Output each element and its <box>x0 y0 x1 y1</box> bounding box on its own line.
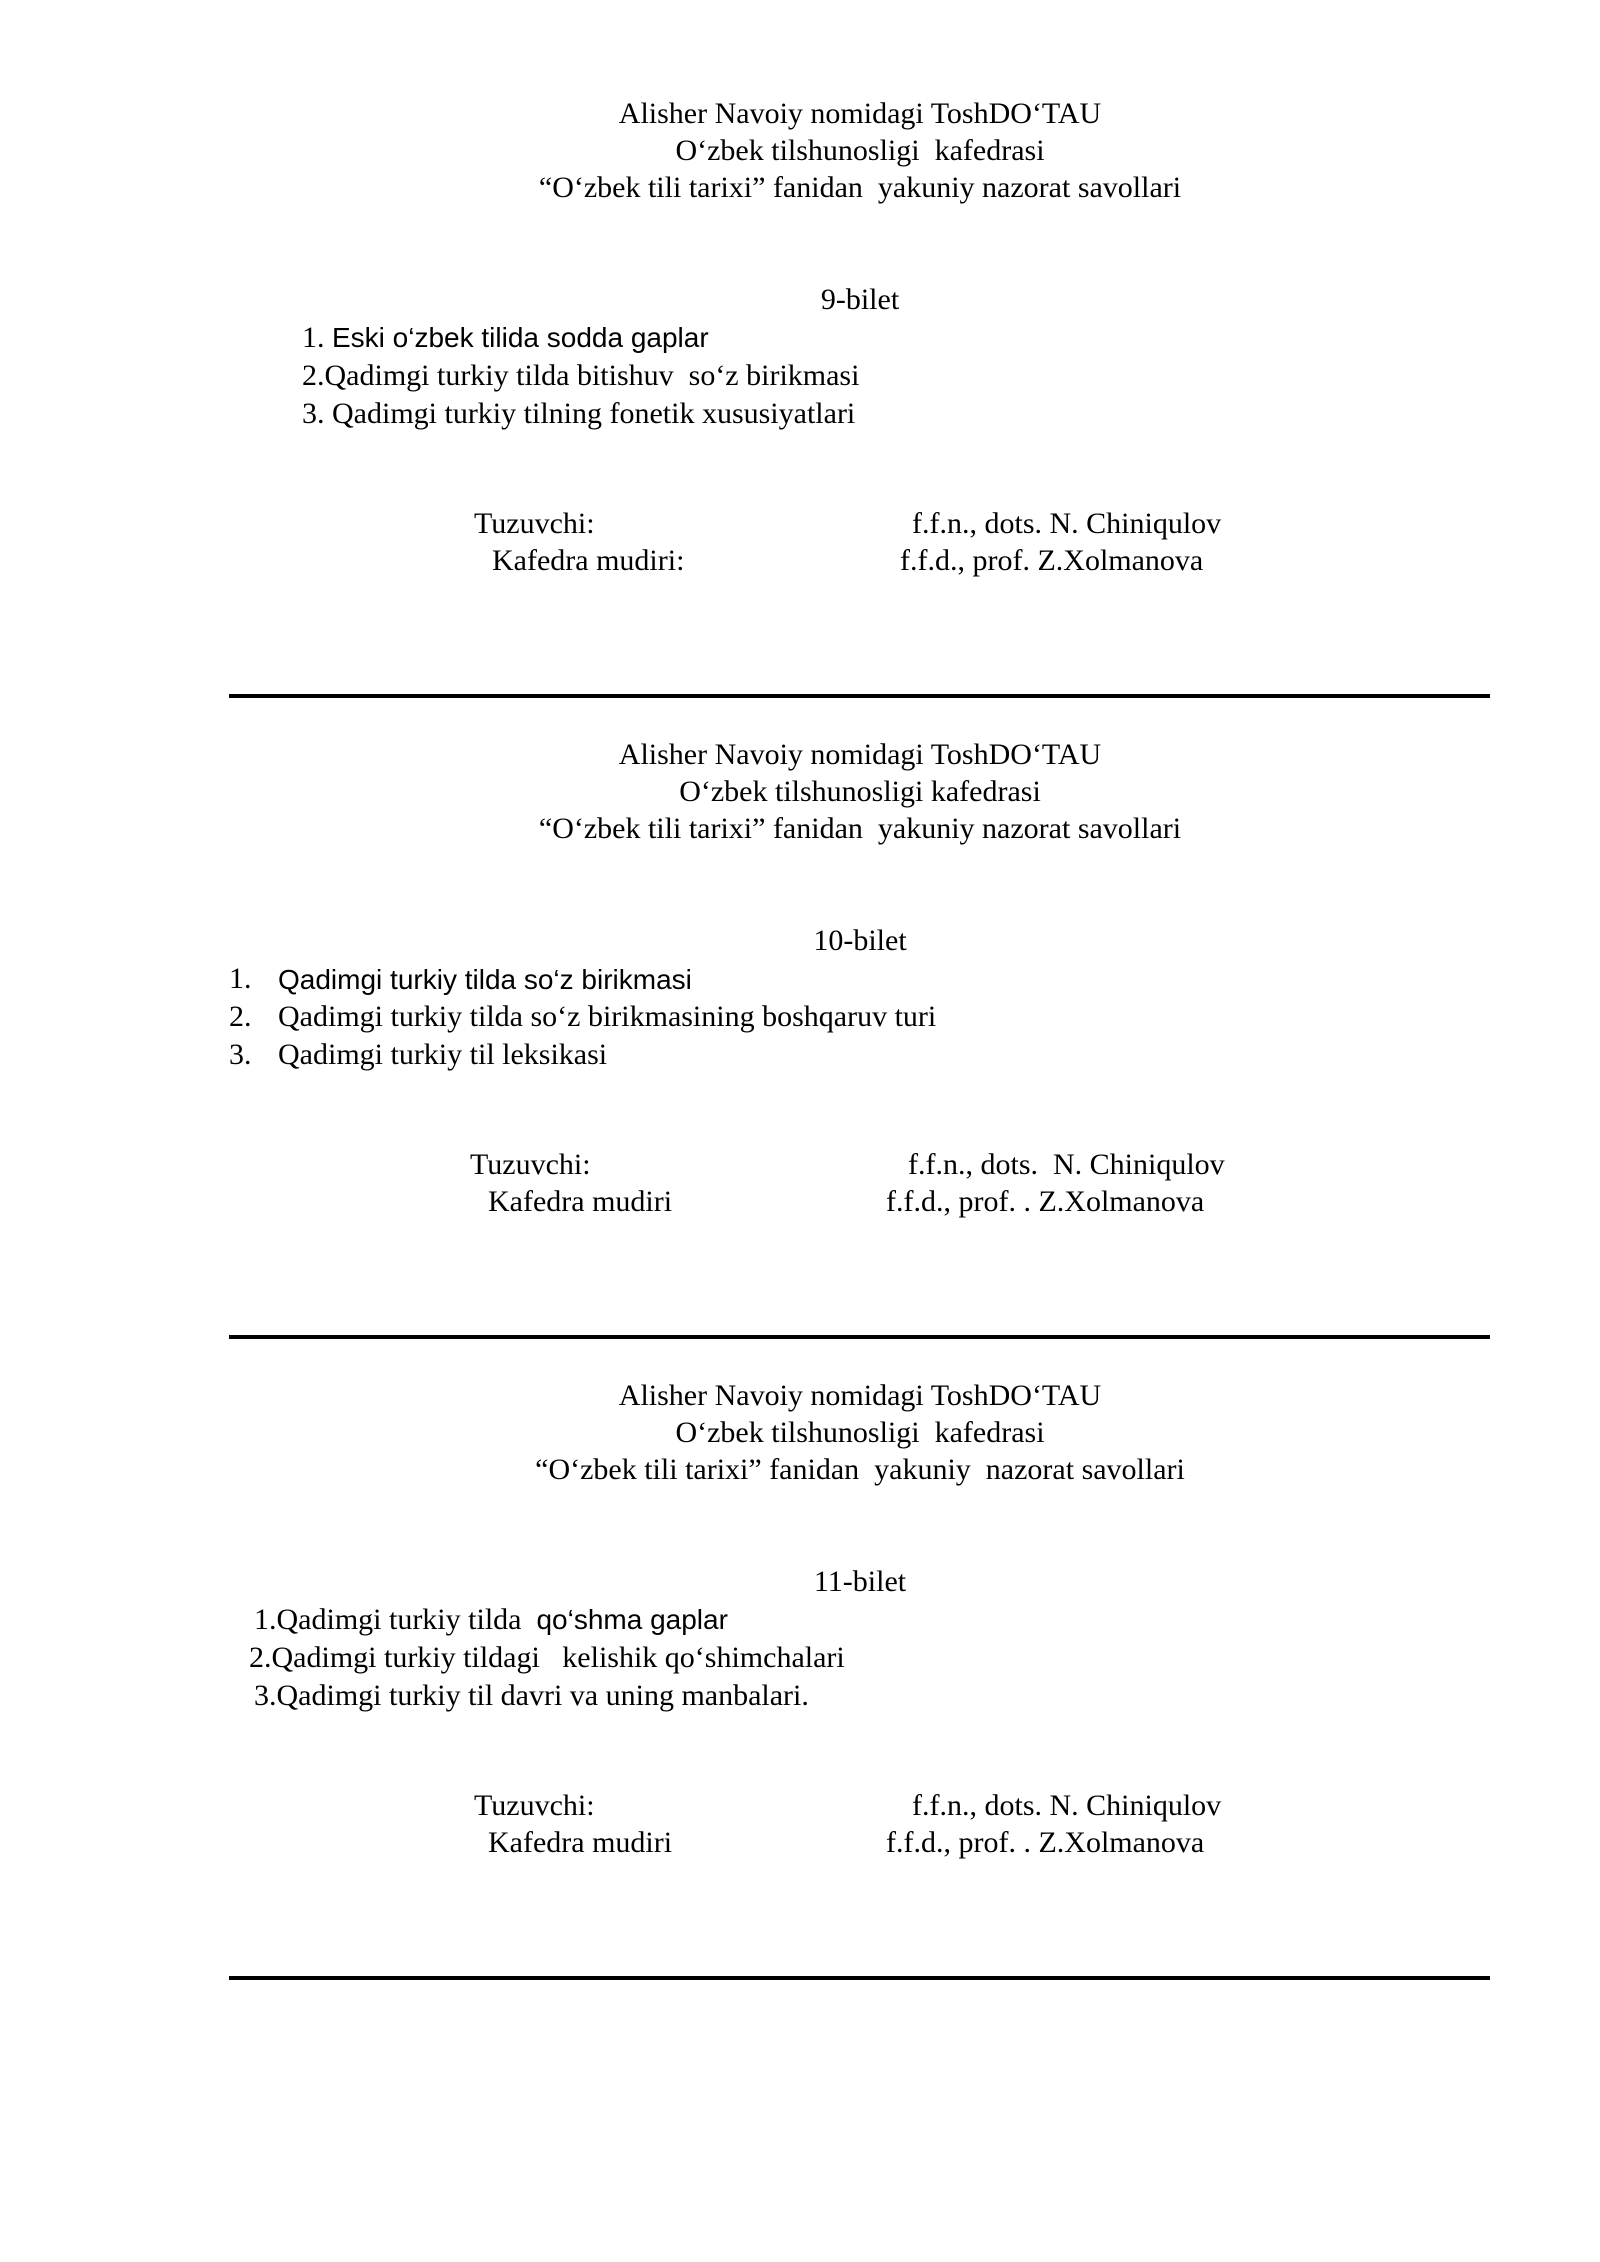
separator-line <box>229 694 1490 698</box>
head-label: Kafedra mudiri <box>488 1185 673 1218</box>
question-number: 2. <box>302 359 325 392</box>
question-text: Qadimgi turkiy tilning fonetik xususiyatlari <box>332 397 856 430</box>
compiler-label: Tuzuvchi: <box>470 1148 591 1181</box>
compiler-name: f.f.n., dots. N. Chiniqulov <box>912 507 1222 540</box>
question-text: Qadimgi turkiy tilda <box>276 1603 537 1636</box>
question-number: 3. <box>229 1038 252 1071</box>
subject-title: “O‘zbek tili tarixi” fanidan yakuniy nazorat savollari <box>535 1453 1185 1486</box>
question-text: Qadimgi turkiy tilda so‘z birikmasi <box>278 964 692 995</box>
compiler-label: Tuzuvchi: <box>474 507 595 540</box>
ticket-label: 9-bilet <box>820 283 900 316</box>
question-text: Qadimgi turkiy tilda bitishuv so‘z birikmasi <box>324 359 860 392</box>
question-number: 1. <box>254 1603 277 1636</box>
head-name: f.f.d., prof. . Z.Xolmanova <box>886 1185 1205 1218</box>
university-title: Alisher Navoiy nomidagi ToshDO‘TAU <box>618 97 1102 130</box>
compiler-label: Tuzuvchi: <box>474 1789 595 1822</box>
question-1 <box>302 320 709 356</box>
question-text: Eski o‘zbek tilida sodda gaplar <box>332 322 709 353</box>
question-3 <box>229 1037 252 1073</box>
question-1 <box>254 1602 728 1638</box>
question-text: Qadimgi turkiy til davri va uning manbalari. <box>276 1679 809 1712</box>
subject-title: “O‘zbek tili tarixi” fanidan yakuniy nazorat savollari <box>538 171 1182 204</box>
separator-line <box>229 1976 1490 1980</box>
compiler-name: f.f.n., dots. N. Chiniqulov <box>912 1789 1222 1822</box>
question-2 <box>302 358 859 394</box>
head-label: Kafedra mudiri: <box>492 544 685 577</box>
question-text: Qadimgi turkiy tildagi kelishik qo‘shimchalari <box>271 1641 845 1674</box>
university-title: Alisher Navoiy nomidagi ToshDO‘TAU <box>618 1379 1102 1412</box>
question-number: 1. <box>229 962 252 995</box>
question-number: 1. <box>302 321 332 354</box>
question-2 <box>249 1640 845 1676</box>
question-3 <box>302 396 855 432</box>
separator-line <box>229 1335 1490 1339</box>
head-name: f.f.d., prof. . Z.Xolmanova <box>886 1826 1205 1859</box>
ticket-label: 11-bilet <box>813 1565 907 1598</box>
question-text-emphasis: qo‘shma gaplar <box>536 1604 728 1635</box>
head-name: f.f.d., prof. Z.Xolmanova <box>900 544 1204 577</box>
question-text: Qadimgi turkiy tilda so‘z birikmasining boshqaruv turi <box>278 1000 937 1033</box>
head-label: Kafedra mudiri <box>488 1826 673 1859</box>
compiler-name: f.f.n., dots. N. Chiniqulov <box>908 1148 1225 1181</box>
question-text: Qadimgi turkiy til leksikasi <box>278 1038 608 1071</box>
question-2 <box>229 999 252 1035</box>
question-number: 3. <box>302 397 332 430</box>
department-title: O‘zbek tilshunosligi kafedrasi <box>675 134 1045 167</box>
question-number: 3. <box>254 1679 277 1712</box>
ticket-label: 10-bilet <box>813 924 907 957</box>
university-title: Alisher Navoiy nomidagi ToshDO‘TAU <box>618 738 1102 771</box>
question-3 <box>254 1678 809 1714</box>
question-1 <box>229 961 252 997</box>
question-number: 2. <box>229 1000 252 1033</box>
subject-title: “O‘zbek tili tarixi” fanidan yakuniy nazorat savollari <box>538 812 1182 845</box>
question-number: 2. <box>249 1641 272 1674</box>
department-title: O‘zbek tilshunosligi kafedrasi <box>675 1416 1045 1449</box>
department-title: O‘zbek tilshunosligi kafedrasi <box>679 775 1041 808</box>
